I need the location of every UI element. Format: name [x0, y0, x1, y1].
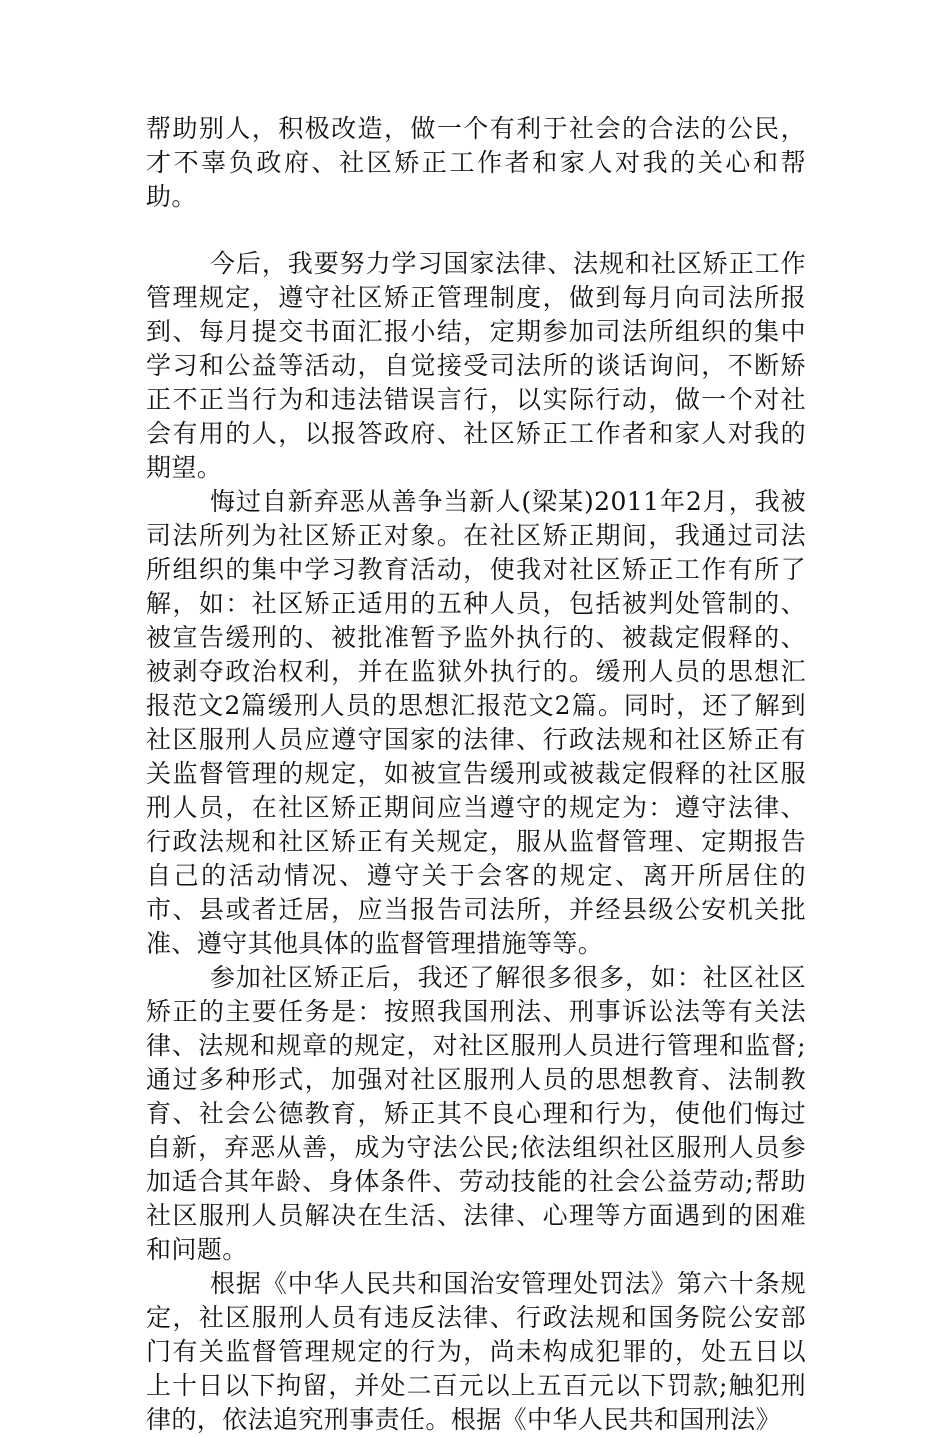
paragraph-4: 参加社区矫正后，我还了解很多很多，如：社区社区矫正的主要任务是：按照我国刑法、刑事诉讼法等有关法律、法规和规章的规定，对社区服刑人员进行管理和监督;通过多种形式，加强对社区服刑人员的思想教育、法制教育、社会公德教育，矫正其不良心理和行为，使他们悔过自新，弃恶从善，成为守法公民;依法组织社区服刑人员参加适合其年龄、身体条件、劳动技能的社会公益劳动;帮助社区服刑人员解决在生活、法律、心理等方面遇到的困难和问题。 — [146, 963, 806, 1264]
paragraph-5: 根据《中华人民共和国治安管理处罚法》第六十条规定，社区服刑人员有违反法律、行政法规和国务院公安部门有关监督管理规定的行为，尚未构成犯罪的，处五日以上十日以下拘留，并处二百元以上五百元以下罚款;触犯刑律的，依法追究刑事责任。根据《中华人民共和国刑法》 — [146, 1269, 806, 1434]
paragraph-1: 帮助别人，积极改造，做一个有利于社会的合法的公民，才不辜负政府、社区矫正工作者和家人对我的关心和帮助。 — [146, 114, 806, 211]
document-page — [146, 112, 806, 1437]
paragraph-3: 悔过自新弃恶从善争当新人(梁某)2011年2月，我被司法所列为社区矫正对象。在社区矫正期间，我通过司法所组织的集中学习教育活动，使我对社区矫正工作有所了解，如：社区矫正适用的五种人员，包括被判处管制的、被宣告缓刑的、被批准暂予监外执行的、被裁定假释的、被剥夺政治权利，并在监狱外执行的。缓刑人员的思想汇报范文2篇缓刑人员的思想汇报范文2篇。同时，还了解到社区服刑人员应遵守国家的法律、行政法规和社区矫正有关监督管理的规定，如被宣告缓刑或被裁定假释的社区服刑人员，在社区矫正期间应当遵守的规定为：遵守法律、行政法规和社区矫正有关规定，服从监督管理、定期报告自己的活动情况、遵守关于会客的规定、离开所居住的市、县或者迁居，应当报告司法所，并经县级公安机关批准、遵守其他具体的监督管理措施等等。 — [146, 487, 806, 958]
paragraph-2: 今后，我要努力学习国家法律、法规和社区矫正工作管理规定，遵守社区矫正管理制度，做到每月向司法所报到、每月提交书面汇报小结，定期参加司法所组织的集中学习和公益等活动，自觉接受司法所的谈话询问，不断矫正不正当行为和违法错误言行，以实际行动，做一个对社会有用的人，以报答政府、社区矫正工作者和家人对我的期望。 — [146, 249, 806, 482]
